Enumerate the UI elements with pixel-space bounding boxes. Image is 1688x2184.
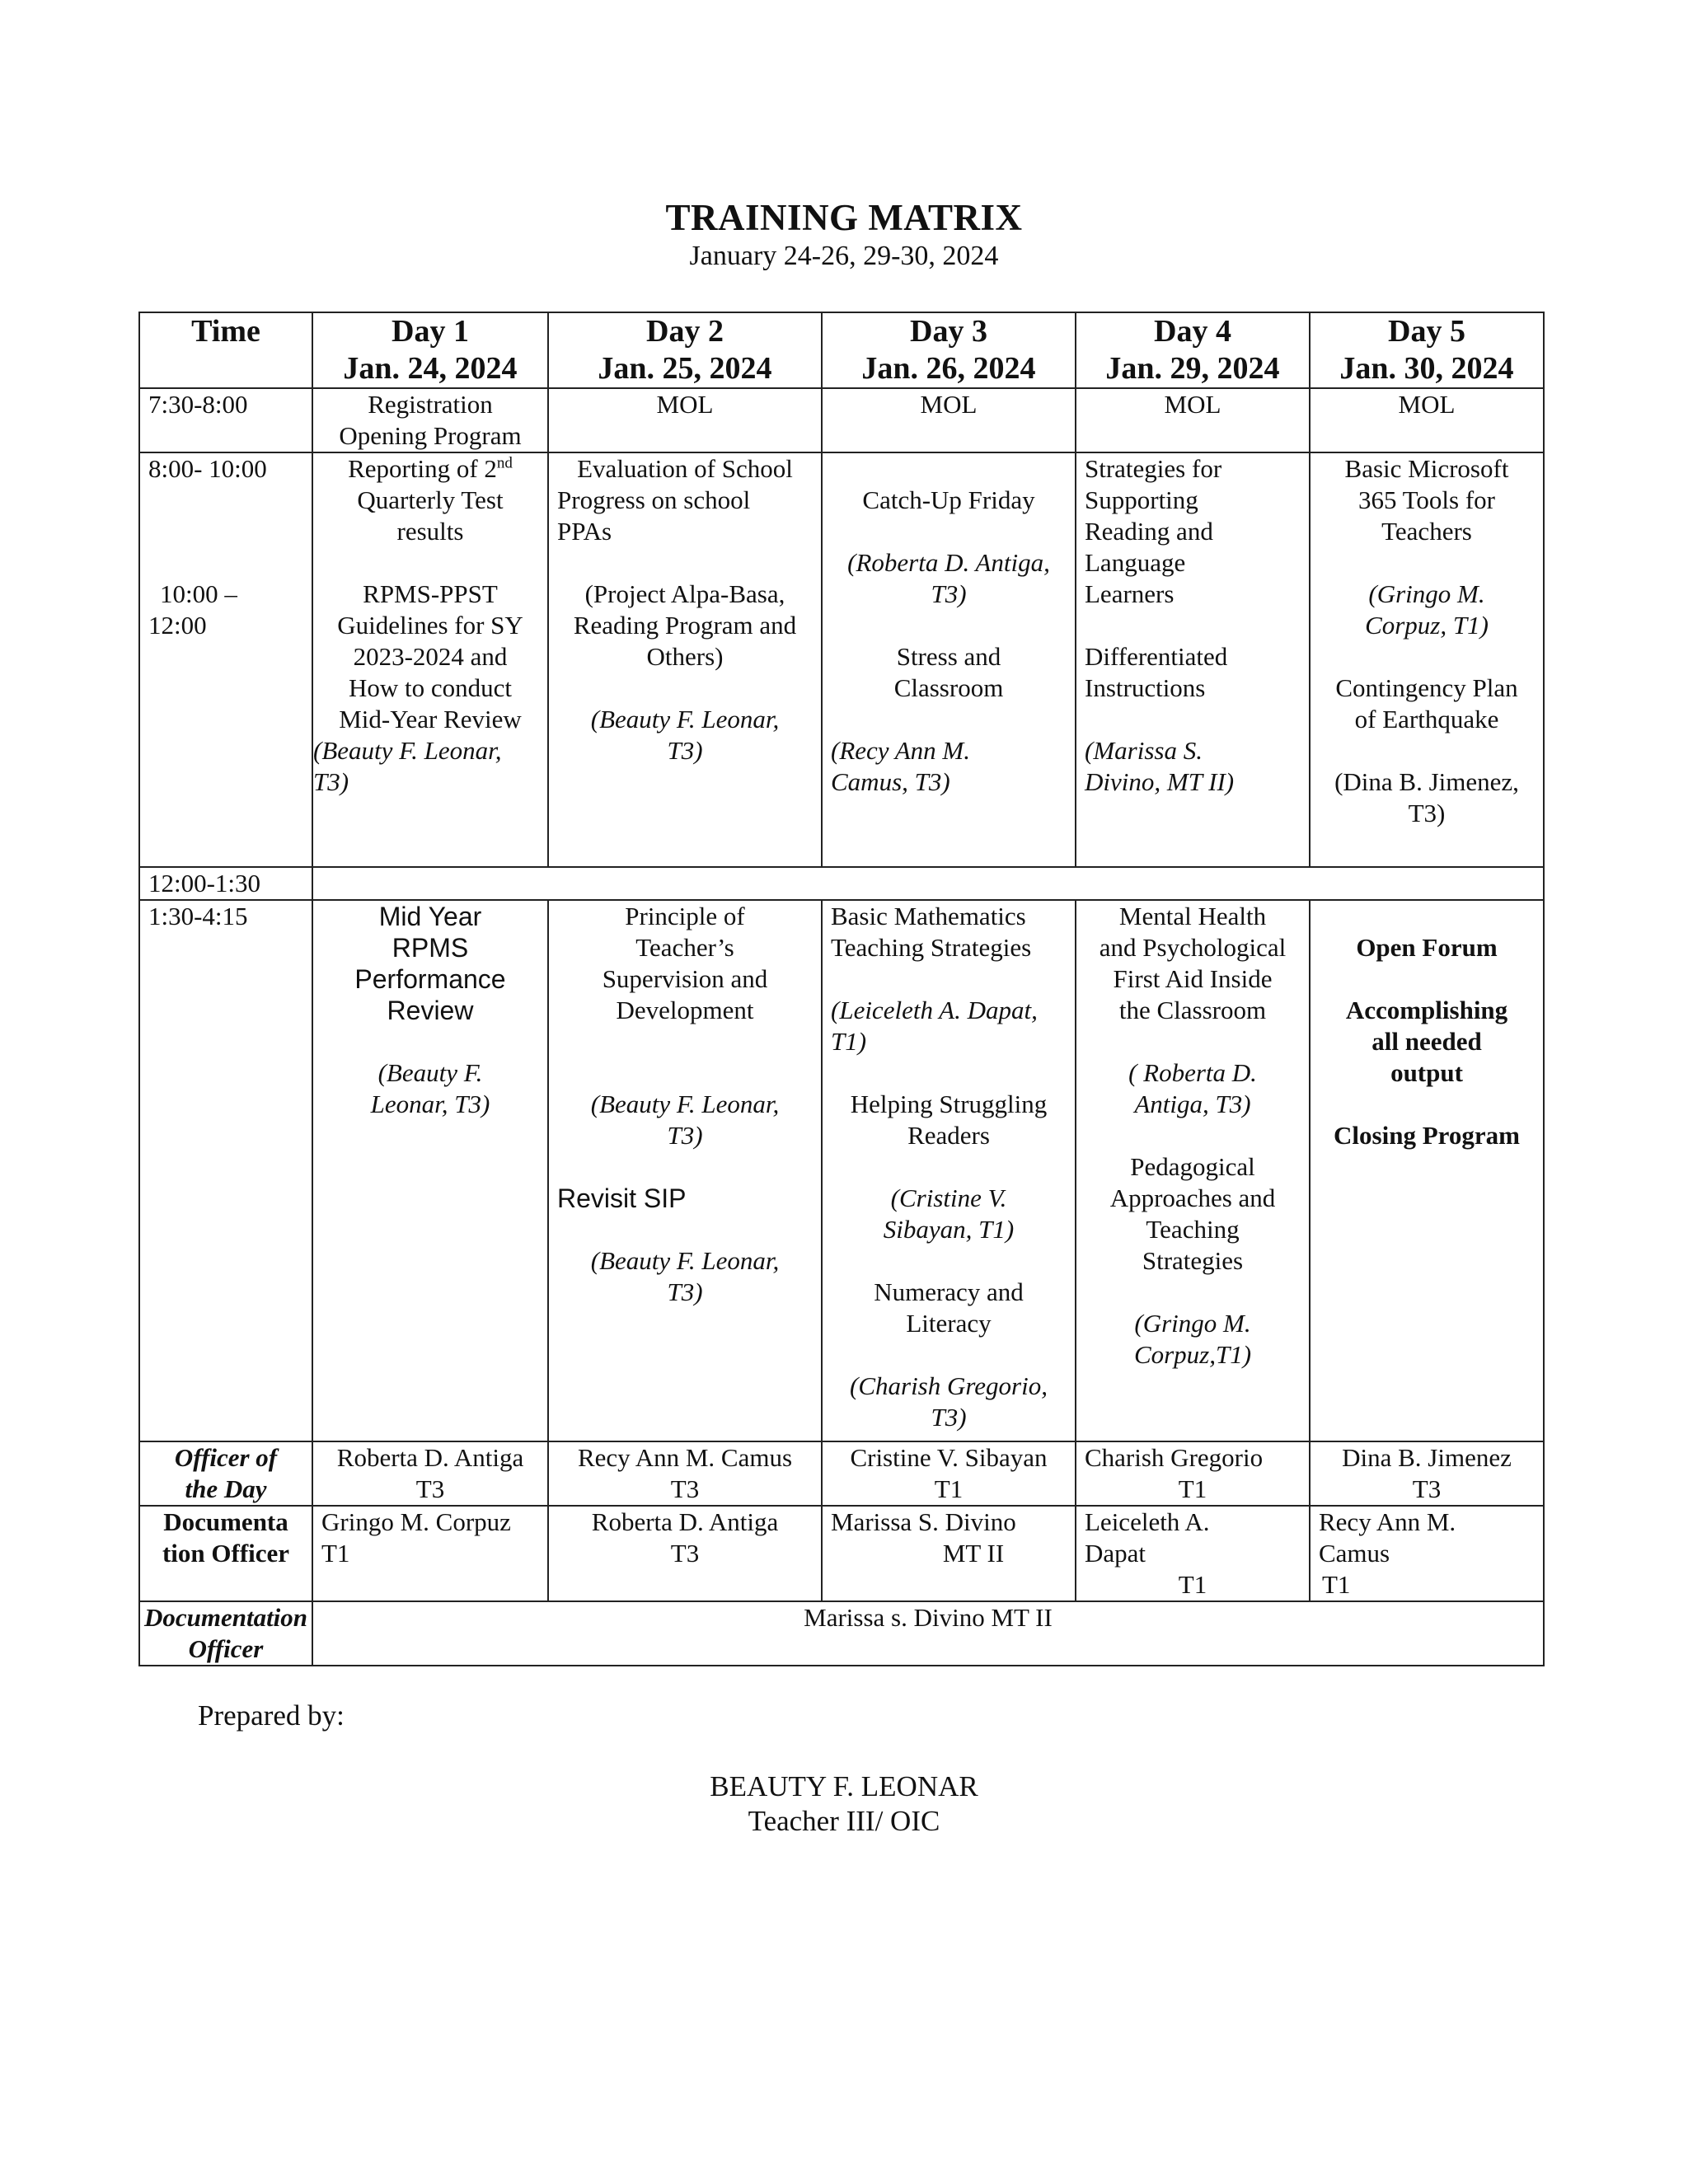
time-cell: 7:30-8:00	[139, 388, 312, 452]
day3-session-cell: MOL	[822, 388, 1076, 452]
day5-documentation-cell: Recy Ann M. Camus T1	[1310, 1506, 1544, 1601]
day1-documentation-cell: Gringo M. Corpuz T1	[312, 1506, 548, 1601]
day4-documentation-cell: Leiceleth A. Dapat T1	[1076, 1506, 1310, 1601]
day2-officer-cell: Recy Ann M. Camus T3	[548, 1441, 822, 1506]
signatory-name: BEAUTY F. LEONAR	[710, 1770, 978, 1802]
header-day-2: Day 2 Jan. 25, 2024	[548, 312, 822, 388]
header-day-3: Day 3 Jan. 26, 2024	[822, 312, 1076, 388]
officer-label-cell: Officer of the Day	[139, 1441, 312, 1506]
day5-session-cell: Basic Microsoft 365 Tools for Teachers (Gringo M. Corpuz, T1) Contingency Plan of Earthquake (Dina B. Jimenez, T3)	[1310, 452, 1544, 867]
day3-session-cell: Basic Mathematics Teaching Strategies (Leiceleth A. Dapat, T1) Helping Struggling Readers (Cristine V. Sibayan, T1) Numeracy and Literacy (Charish Gregorio, T3)	[822, 900, 1076, 1441]
day5-session-cell: MOL	[1310, 388, 1544, 452]
table-row-officer-of-the-day	[139, 1441, 1544, 1506]
day4-session-cell: Mental Health and Psychological First Aid Inside the Classroom ( Roberta D. Antiga, T3) Pedagogical Approaches and Teaching Strategies (Gringo M. Corpuz,T1)	[1076, 900, 1310, 1441]
header-day-1: Day 1 Jan. 24, 2024	[312, 312, 548, 388]
prepared-by-label: Prepared by:	[198, 1699, 345, 1732]
day2-documentation-cell: Roberta D. Antiga T3	[548, 1506, 822, 1601]
header-day-4: Day 4 Jan. 29, 2024	[1076, 312, 1310, 388]
table-row-afternoon	[139, 900, 1544, 1441]
table-row-morning	[139, 452, 1544, 867]
time-cell: 1:30-4:15	[139, 900, 312, 1441]
day2-session-cell: Evaluation of School Progress on school PPAs (Project Alpa-Basa, Reading Program and Others) (Beauty F. Leonar, T3)	[548, 452, 822, 867]
table-row-lunch	[139, 867, 1544, 900]
documentation-overall-label-cell: Documentation Officer	[139, 1601, 312, 1666]
signatory-role: Teacher III/ OIC	[748, 1805, 940, 1837]
day5-officer-cell: Dina B. Jimenez T3	[1310, 1441, 1544, 1506]
table-row-documentation-officer-overall	[139, 1601, 1544, 1666]
documentation-overall-value-cell: Marissa s. Divino MT II	[312, 1601, 1544, 1666]
header-day-5: Day 5 Jan. 30, 2024	[1310, 312, 1544, 388]
day2-session-cell: Principle of Teacher’s Supervision and Development (Beauty F. Leonar, T3) Revisit SIP (Beauty F. Leonar, T3)	[548, 900, 822, 1441]
table-row-registration	[139, 388, 1544, 452]
day2-session-cell: MOL	[548, 388, 822, 452]
day1-session-cell: Reporting of 2nd Quarterly Test results RPMS-PPST Guidelines for SY 2023-2024 and How to conduct Mid-Year Review (Beauty F. Leonar, T3)	[312, 452, 548, 867]
day3-session-cell: Catch-Up Friday (Roberta D. Antiga, T3) Stress and Classroom (Recy Ann M. Camus, T3)	[822, 452, 1076, 867]
documentation-label-cell: Documenta tion Officer	[139, 1506, 312, 1601]
time-cell: 8:00- 10:00 10:00 – 12:00	[139, 452, 312, 867]
header-time: Time	[139, 312, 312, 388]
document-title: TRAINING MATRIX	[665, 197, 1023, 238]
document-date-range: January 24-26, 29-30, 2024	[689, 241, 999, 271]
day3-officer-cell: Cristine V. Sibayan T1	[822, 1441, 1076, 1506]
table-header-row	[139, 312, 1544, 388]
lunch-break-cell	[312, 867, 1544, 900]
day5-session-cell: Open Forum Accomplishing all needed output Closing Program	[1310, 900, 1544, 1441]
day1-officer-cell: Roberta D. Antiga T3	[312, 1441, 548, 1506]
time-cell: 12:00-1:30	[139, 867, 312, 900]
day3-documentation-cell: Marissa S. Divino MT II	[822, 1506, 1076, 1601]
training-matrix-table	[138, 312, 1545, 1666]
day1-session-cell: Registration Opening Program	[312, 388, 548, 452]
day4-session-cell: Strategies for Supporting Reading and Language Learners Differentiated Instructions (Marissa S. Divino, MT II)	[1076, 452, 1310, 867]
day1-session-cell: Mid Year RPMS Performance Review (Beauty F. Leonar, T3)	[312, 900, 548, 1441]
day4-officer-cell: Charish Gregorio T1	[1076, 1441, 1310, 1506]
day4-session-cell: MOL	[1076, 388, 1310, 452]
table-row-documentation-officer	[139, 1506, 1544, 1601]
